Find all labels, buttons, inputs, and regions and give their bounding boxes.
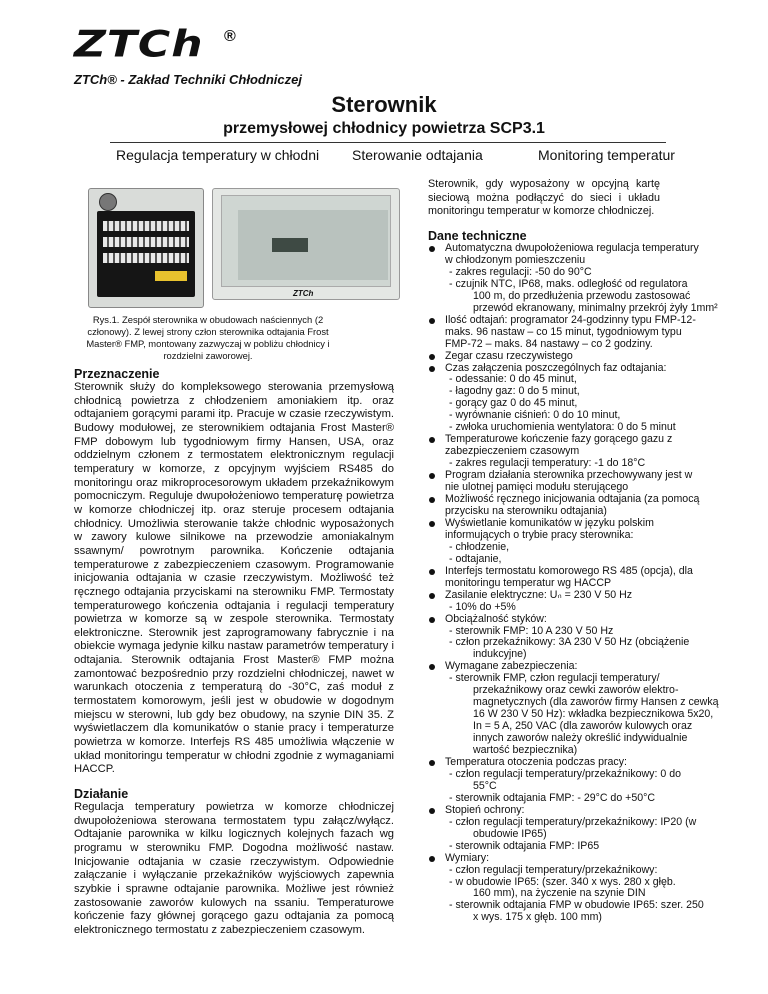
bullet-icon [429,569,435,575]
tech-item-text: Temperatura otoczenia podczas pracy: [445,755,627,768]
section-heading-dzialanie: Działanie [74,787,129,801]
title-divider [110,142,666,143]
section-heading-przeznaczenie: Przeznaczenie [74,367,160,381]
tech-subitem-text: - sterownik odtajania FMP w obudowie IP65: szer. 250 [449,899,704,912]
bullet-icon [429,437,435,443]
tech-item-text: FMP-72 – maks. 84 nastawy – co 2 godziny. [445,337,653,350]
ztch-logo [74,23,244,72]
intro-paragraph: Sterownik, gdy wyposażony w opcyjną kartę sieciową można podłączyć do sieci i układu monitoringu temperatur w komorze chłodniczej. [428,178,660,218]
registered-mark: ® [224,28,236,45]
tech-item-text: Możliwość ręcznego inicjowania odtajania (za pomocą [445,493,700,506]
tech-subitem-text: - człon przekaźnikowy: 3A 230 V 50 Hz (obciążenie [449,636,690,649]
bullet-icon [429,473,435,479]
tech-item-text: Zegar czasu rzeczywistego [445,349,573,362]
feature-monitoring: Monitoring temperatur [538,147,675,163]
tech-subitem-text: In = 5 A, 250 VAC (dla zaworów kulowych oraz [473,720,693,733]
tech-item-text: Interfejs termostatu komorowego RS 485 (opcja), dla [445,564,693,577]
tech-item [428,351,694,363]
section-text-dzialanie: Regulacja temperatury powietrza w komorze chłodniczej dwupołożeniowa sterowana termostatem typu załącz/wyłącz. Odtajanie parownika w kilku logicznych kolejnych fazach wg programu w sterowniku FMP. Dogodna możliwość nastaw. Inicjowanie odtajania w czasie rzeczywistym. Odpowiednie załączanie i wyłączanie przekaźników wyjściowych zapewnia szybkie i sprawne odtajanie parownika. Możliwe jest również zastosowanie zaworów kulowych na ssaniu. Temperaturowe kończenie fazy głównej gorącego gazu odtajania za pomocą elektronicznego termostatu z zabezpieczeniem czasowym. [74,801,394,936]
bullet-icon [429,318,435,324]
bullet-icon [429,664,435,670]
section-heading-tech: Dane techniczne [428,229,527,243]
bullet-icon [429,354,435,360]
tech-item-text: Ilość odtajań: programator 24-godzinny typu FMP-12- [445,313,696,326]
tech-subitem-text: - odtajanie, [449,552,502,565]
bullet-icon [429,593,435,599]
tech-subitem-text: - wyrównanie ciśnień: 0 do 10 minut, [449,409,621,422]
tech-subitem-text: 55°C [473,779,497,792]
tech-subitem-text: przekaźnikowy oraz cewki zaworów elektro- [473,684,679,697]
tech-item-text: zabezpieczeniem czasowym [445,445,580,458]
tech-item-text: Automatyczna dwupołożeniowa regulacja temperatury [445,242,699,254]
tech-subitem-text: - sterownik FMP: 10 A 230 V 50 Hz [449,624,614,637]
tech-item [428,434,694,470]
temperature-controller-photo [212,188,400,300]
tech-subitem-text: 16 W 230 V 50 Hz): wkładka bezpiecznikowa 5x20, [473,708,714,721]
tech-item-text: Obciążalność styków: [445,612,547,625]
tech-subitem-text: 160 mm), na życzenie na szynie DIN [473,887,646,900]
tech-subitem-text: wartość bezpiecznika) [473,744,578,757]
tech-item [428,470,694,494]
tech-subitem-text: - człon regulacji temperatury/przekaźnikowy: [449,863,658,876]
tech-spec-list [428,242,719,924]
page-subtitle: przemysłowej chłodnicy powietrza SCP3.1 [223,120,545,137]
tech-item-text: Wyświetlanie komunikatów w języku polskim [445,516,654,529]
tech-item [428,242,718,315]
tech-subitem-text: - zakres regulacji: -50 do 90°C [449,265,592,278]
feature-regulation: Regulacja temperatury w chłodni [116,147,320,163]
tech-item-text: informujących o trybie pracy sterownika: [445,528,634,541]
tech-item-text: Wymagane zabezpieczenia: [445,660,578,673]
tech-subitem-text: - sterownik odtajania FMP: - 29°C do +50°C [449,791,656,804]
tech-subitem-text: 100 m, do przedłużenia przewodu zastosować [473,289,691,302]
tech-item [428,315,694,351]
tech-item [428,590,694,614]
tech-subitem-text: magnetycznych (dla zaworów firmy Hansen z cewką [473,696,719,709]
tech-item [428,566,694,590]
figure-caption: Rys.1. Zespół sterownika w obudowach naściennych (2 członowy). Z lewej strony człon sterownika odtajania Frost Master® FMP, montowany zazwyczaj w pobliżu chłodnicy i rozdzielni zaworowej. [86,314,330,361]
tech-subitem-text: obudowie IP65) [473,827,547,840]
tech-item-text: Czas załączenia poszczególnych faz odtajania: [445,361,667,374]
tech-item [428,363,694,435]
bullet-icon [429,760,435,766]
tech-item-text: nie ulotnej pamięci modułu sterującego [445,481,629,494]
tech-subitem-text: - gorący gaz 0 do 45 minut, [449,397,578,410]
tech-subitem-text: - człon regulacji temperatury/przekaźnikowy: IP20 (w [449,815,697,828]
tech-subitem-text: - w obudowie IP65: (szer. 340 x wys. 280 x głęb. [449,875,676,888]
tech-subitem-text: - łagodny gaz: 0 do 5 minut, [449,385,580,398]
tech-subitem-text: - sterownik odtajania FMP: IP65 [449,839,600,852]
tech-item [428,493,700,518]
tech-subitem-text: - odessanie: 0 do 45 minut, [449,373,577,386]
tech-item-text: monitoringu temperatur wg HACCP [445,576,612,589]
bullet-icon [429,366,435,372]
tech-item-text: Zasilanie elektryczne: Uₙ = 230 V 50 Hz [445,588,633,601]
bullet-icon [429,497,435,503]
tech-item-text: Program działania sterownika przechowywany jest w [445,469,693,482]
tech-subitem-text: przewód ekranowany, minimalny przekrój żyły 1mm² [473,301,718,314]
tech-item-text: przycisku na sterowniku odtajania) [445,504,607,517]
logo-text: ZTCh [74,23,204,66]
section-text-przeznaczenie: Sterownik służy do kompleksowego sterowania przemysłową chłodnicą powietrza z chłodzeniem amoniakiem itp. oraz odtajaniem gorącymi parami itp. Pracuje w czasie rzeczywistym. Budowy modułowej, ze sterownikiem odtajania Frost Master® FMP dobowym lub tygodniowym firmy Hansen, USA, oraz oddzielnym członem z termostatem elektronicznym regulacji temperatury w komorze, z opcyjnym wyjściem RS485 do monitoringu oraz mikroprocesorowym układem przekaźnikowym pomocniczym. Reguluje dwupołożeniowo temperaturę powietrza w komorze chłodniczej itp. oraz steruje procesem odtajania chłodnicy. Umożliwia sterowanie także chłodnic wyposażonych w zawory kulowe silnikowe na przewodzie amoniakalnym ssawnym/ powrotnym parownika. Kończenie odtajania temperaturowe z zabezpieczeniem czasowym. Programowanie inicjowania odtajania w czasie rzeczywistym. Możliwość też ręcznego odtajania przyciskami na sterowniku FMP. Termostaty temperaturowego kończenia odtajania i regulacji temperatury powietrza w komorze są w zespole sterownika. Termostaty elektroniczne. Sterownik jest zaprogramowany fabrycznie i na obiekcie wymaga jedynie kilku nastaw parametrów temperatury i odtajania. Sterownik odtajania Frost Master® FMP można zamontować bezpośrednio przy rozdzielni chłodniczej, nawet w warunkach otoczenia z temperaturą do -30°C, zaś moduł z termostatem komorowym, jeśli jest w obudowie w dogodnym miejscu w sterowni, lub gdy bez obudowy, na szynie DIN 35. Z wyświetlaczem dla komunikatów o stanie pracy i temperaturze powietrza w komorze. Interfejs RS 485 umożliwia włączenie w układ monitoringu temperatur w chłodni zgodnie z wymaganiami HACCP. [74,381,394,776]
bullet-icon [429,246,435,252]
bullet-icon [429,617,435,623]
bullet-icon [429,856,435,862]
tech-item [428,614,694,662]
tech-item-text: maks. 96 nastaw – co 15 minut, tygodniowym typu [445,325,682,338]
bullet-icon [429,808,435,814]
tech-item-text: Stopień ochrony: [445,803,525,816]
page-title: Sterownik [331,92,437,117]
tech-item-text: w chłodzonym pomieszczeniu [445,253,586,266]
tech-subitem-text: - 10% do +5% [449,600,516,613]
tech-item [428,851,704,925]
tech-subitem-text: - czujnik NTC, IP68, maks. odległość od regulatora [449,277,688,290]
tech-item [428,803,697,853]
photo-brand-label: ZTCh [293,289,314,298]
tech-subitem-text: innych zaworów należy określić indywidualnie [473,732,688,745]
tech-item [428,518,694,566]
tech-subitem-text: - człon regulacji temperatury/przekaźnikowy: 0 do [449,767,681,780]
tech-item-text: Wymiary: [445,851,490,864]
company-name: ZTCh® - Zakład Techniki Chłodniczej [74,72,302,87]
tech-subitem-text: indukcyjne) [473,648,527,661]
tech-subitem-text: - chłodzenie, [449,540,510,553]
feature-defrost: Sterowanie odtajania [352,147,483,163]
tech-subitem-text: - zwłoka uruchomienia wentylatora: 0 do 5 minut [449,421,676,434]
tech-subitem-text: - sterownik FMP, człon regulacji temperatury/ [449,672,660,685]
tech-item [428,660,719,757]
tech-item-text: Temperaturowe kończenie fazy gorącego gazu z [445,433,673,446]
frost-master-controller-photo [88,188,204,308]
tech-subitem-text: x wys. 175 x głęb. 100 mm) [473,911,602,924]
bullet-icon [429,521,435,527]
tech-subitem-text: - zakres regulacji temperatury: -1 do 18°C [449,457,646,470]
tech-item [428,757,694,805]
